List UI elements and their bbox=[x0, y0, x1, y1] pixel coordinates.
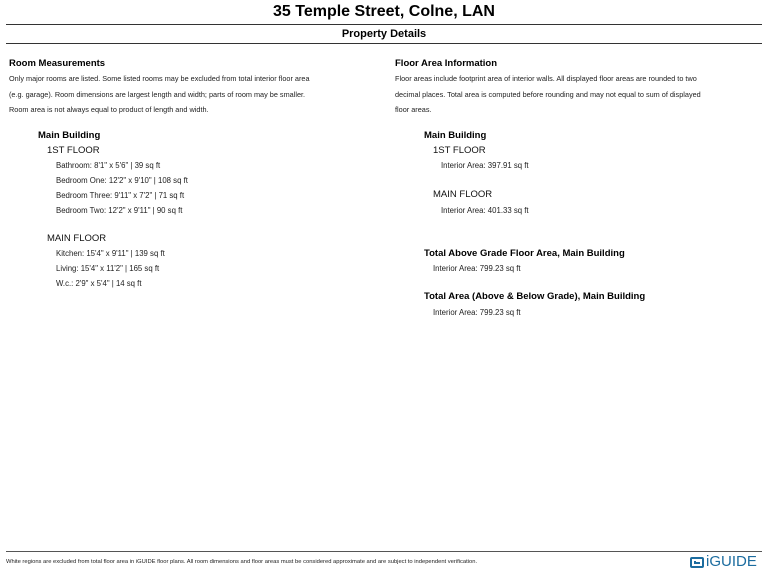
room-entry: Bathroom: 8'1" x 5'6" | 39 sq ft bbox=[56, 161, 161, 170]
room-measurements-line: (e.g. garage). Room dimensions are largest length and width; parts of room may be smaller. bbox=[9, 89, 306, 99]
room-entry: Kitchen: 15'4" x 9'11" | 139 sq ft bbox=[56, 249, 165, 258]
footer-disclaimer: White regions are excluded from total floor area in iGUIDE floor plans. All room dimensions and floor areas must be considered approximate and are subject to independent verification. bbox=[6, 559, 478, 565]
floor-area-line: decimal places. Total area is computed before rounding and may not equal to sum of displayed bbox=[395, 89, 701, 99]
room-entry: Living: 15'4" x 11'2" | 165 sq ft bbox=[56, 264, 160, 273]
floor-interior-area: Interior Area: 401.33 sq ft bbox=[441, 206, 529, 215]
floor-area-line: floor areas. bbox=[395, 105, 432, 114]
room-entry: Bedroom One: 12'2" x 9'10" | 108 sq ft bbox=[56, 176, 188, 185]
floor-area-line: Floor areas include footprint area of interior walls. All displayed floor areas are rounded to two bbox=[395, 74, 697, 83]
room-entry: Bedroom Two: 12'2" x 9'11" | 90 sq ft bbox=[56, 206, 183, 215]
floor-area-heading: Floor Area Information bbox=[395, 58, 498, 69]
subtitle-divider bbox=[6, 43, 762, 44]
left-building-heading: Main Building bbox=[38, 130, 101, 141]
iguide-logo bbox=[690, 553, 757, 571]
right-floor-1st: 1ST FLOOR bbox=[433, 145, 486, 156]
iguide-logo-text: iGUIDE bbox=[706, 553, 757, 570]
total-above-grade-area: Interior Area: 799.23 sq ft bbox=[433, 264, 521, 273]
room-measurements-line: Only major rooms are listed. Some listed rooms may be excluded from total interior floor area bbox=[9, 74, 310, 83]
header-divider bbox=[6, 24, 762, 25]
floor-area-description bbox=[395, 71, 701, 118]
right-building-heading: Main Building bbox=[424, 130, 487, 141]
left-floor-1st: 1ST FLOOR bbox=[47, 145, 100, 156]
room-measurements-heading: Room Measurements bbox=[9, 58, 106, 69]
total-area-heading: Total Area (Above & Below Grade), Main Building bbox=[424, 291, 646, 302]
room-entry: W.c.: 2'9" x 5'4" | 14 sq ft bbox=[56, 279, 142, 288]
footer-divider bbox=[6, 551, 762, 552]
page-subtitle: Property Details bbox=[341, 28, 427, 40]
total-above-grade-heading: Total Above Grade Floor Area, Main Building bbox=[424, 248, 625, 259]
iguide-logo-icon bbox=[690, 557, 704, 568]
total-area-value: Interior Area: 799.23 sq ft bbox=[433, 308, 521, 317]
room-entry: Bedroom Three: 9'11" x 7'2" | 71 sq ft bbox=[56, 191, 185, 200]
page-title: 35 Temple Street, Colne, LAN bbox=[273, 3, 495, 20]
right-floor-main: MAIN FLOOR bbox=[433, 189, 493, 200]
room-measurements-line: Room area is not always equal to product of length and width. bbox=[9, 105, 209, 114]
room-measurements-description bbox=[9, 71, 310, 118]
floor-interior-area: Interior Area: 397.91 sq ft bbox=[441, 161, 529, 170]
left-floor-main: MAIN FLOOR bbox=[47, 233, 107, 244]
